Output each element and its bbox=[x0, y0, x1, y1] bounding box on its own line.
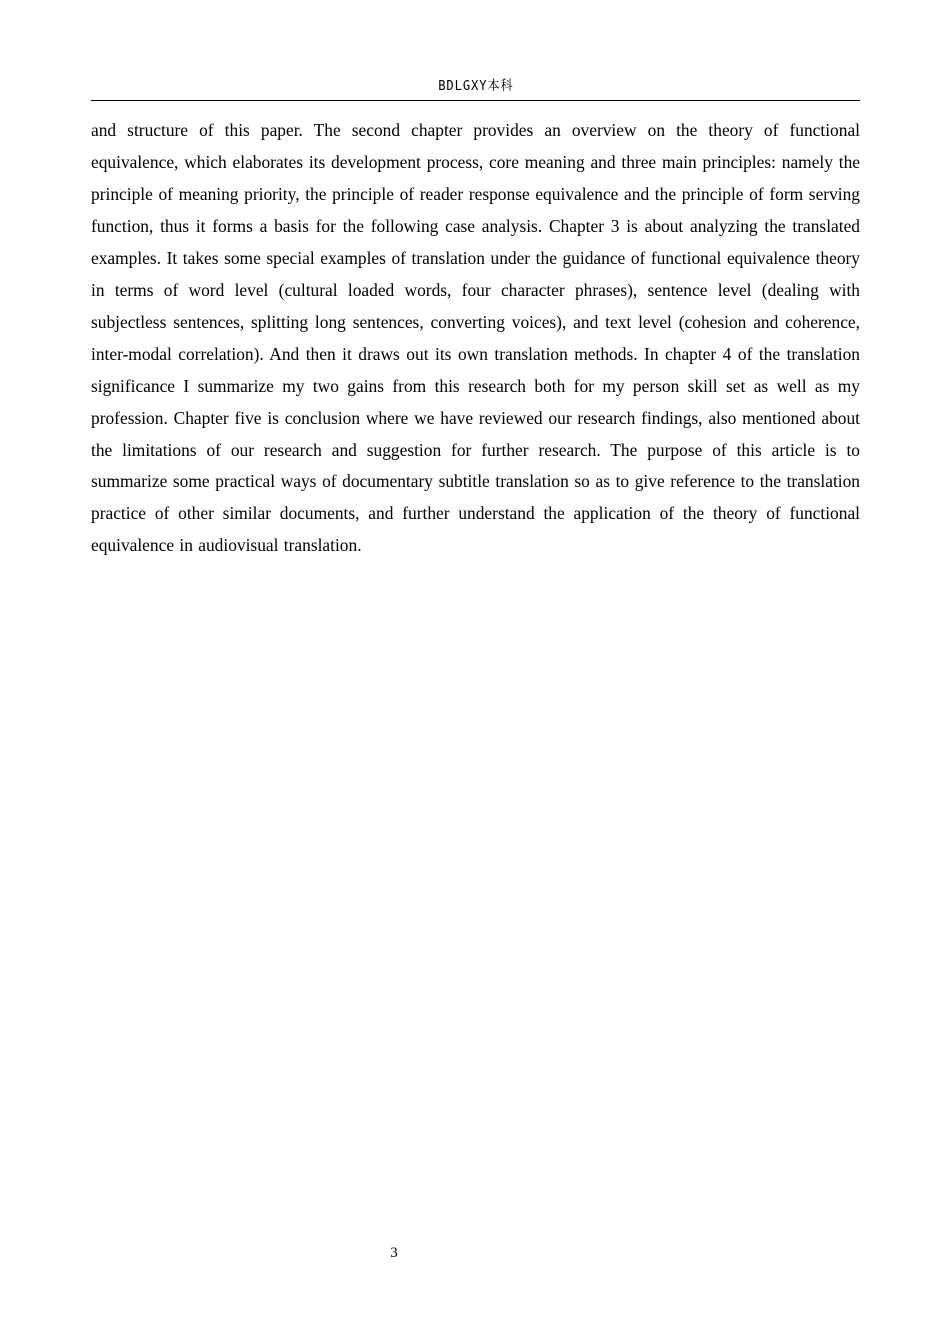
page-number: 3 bbox=[390, 1245, 398, 1261]
body-paragraph: and structure of this paper. The second chapter provides an overview on the theory of functional equivalence, which elaborates its development process, core meaning and three main principles: namely the principle of meaning priority, the principle of reader response equivalence and the principle of form serving function, thus it forms a basis for the following case analysis. Chapter 3 is about analyzing the translated examples. It takes some special examples of translation under the guidance of functional equivalence theory in terms of word level (cultural loaded words, four character phrases), sentence level (dealing with subjectless sentences, splitting long sentences, converting voices), and text level (cohesion and coherence, inter-modal correlation). And then it draws out its own translation methods. In chapter 4 of the translation significance I summarize my two gains from this research both for my person skill set as well as my profession. Chapter five is conclusion where we have reviewed our research findings, also mentioned about the limitations of our research and suggestion for further research. The purpose of this article is to summarize some practical ways of documentary subtitle translation so as to give reference to the translation practice of other similar documents, and further understand the application of the theory of functional equivalence in audiovisual translation. bbox=[91, 120, 860, 556]
page-header bbox=[91, 76, 860, 101]
running-title: BDLGXY本科 bbox=[437, 78, 514, 94]
